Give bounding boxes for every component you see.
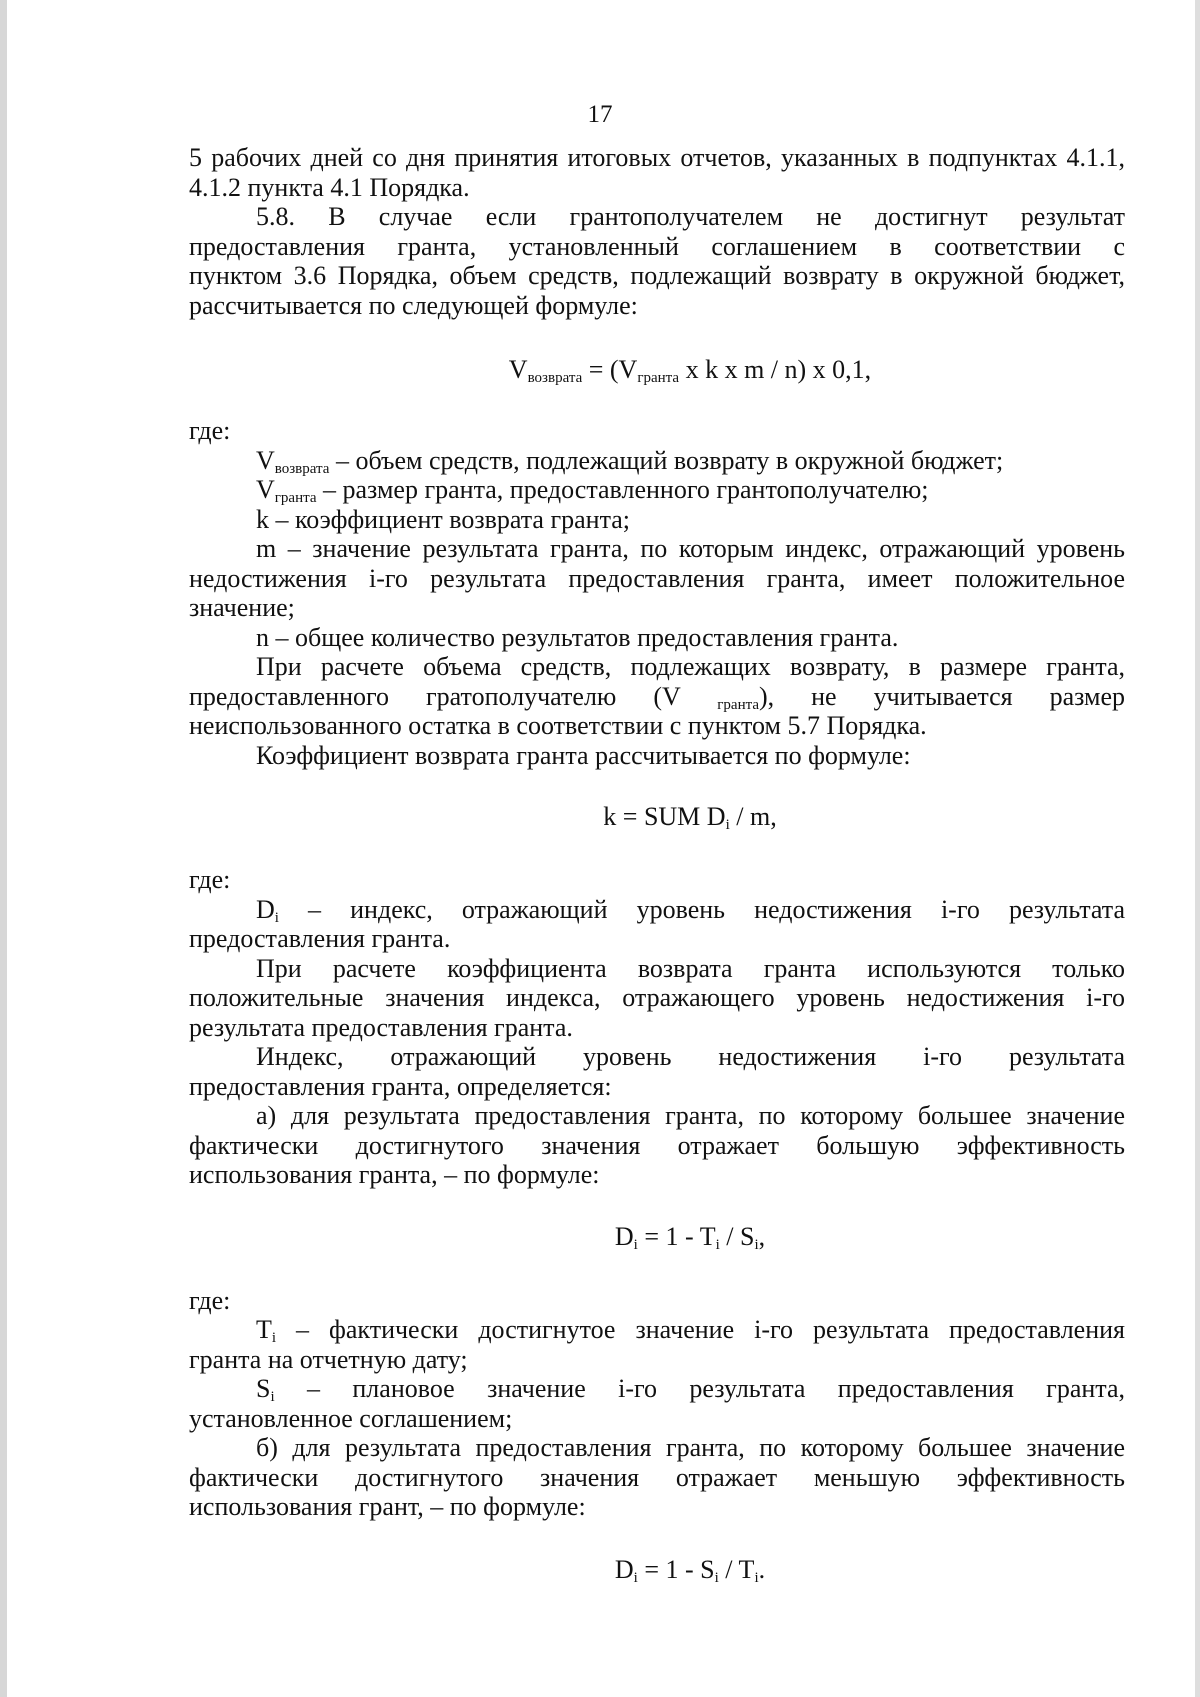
text-line: значение; [189,593,295,622]
subscript: возврата [274,460,330,477]
scan-edge-right [1195,0,1200,1697]
formula-part: / T [718,1554,755,1584]
subscript: i [754,1569,759,1586]
text-line: неиспользованного остатка в соответствии с пунктом 5.7 Порядка. [189,711,927,740]
text-line: использования грант, – по формуле: [189,1492,586,1521]
text-part: предоставленного гратополучателю (V [189,681,718,711]
symbol: D [614,1554,634,1584]
text-line: предоставления гранта, установленный соглашением в соответствии с [189,231,1125,261]
subscript: гранта [637,370,680,386]
text-line: предоставления гранта. [189,924,451,953]
formula-part: / S [719,1221,755,1251]
formula-di-a [189,1222,1125,1252]
where-label: где: [189,416,231,445]
definition-ti [189,1315,1125,1345]
subscript: i [715,1236,720,1253]
subscript: i [633,1236,638,1253]
text-line: а) для результата предоставления гранта, по которому большее значение [256,1101,1125,1130]
subscript: гранта [274,490,317,506]
subscript: i [271,1330,277,1346]
scan-edge-left [0,0,7,1697]
text-line: рассчитывается по следующей формуле: [189,290,638,320]
text-line: результата предоставления гранта. [189,1012,573,1042]
page-number: 17 [587,101,613,128]
formula-di-b [189,1555,1125,1585]
definition-si [189,1374,1125,1404]
formula-part: = 1 - T [637,1221,716,1251]
definition-k: k – коэффициент возврата гранта; [256,504,631,534]
text-line: предоставления гранта, определяется: [189,1071,612,1101]
definition-text: – индекс, отражающий уровень недостижения i-го результата [278,894,1125,924]
subscript: i [274,909,279,926]
text-line: фактически достигнутого значения отражает меньшую эффективность [189,1462,1125,1492]
subscript: i [754,1236,759,1253]
formula-part: = 1 - S [637,1554,715,1584]
symbol: V [508,355,528,384]
text-part: ), не учитывается размер [759,681,1125,711]
text-line: При расчете объема средств, подлежащих возврату, в размере гранта, [256,652,1125,681]
formula-part: = (V [582,355,638,384]
symbol: V [256,445,275,475]
subscript: i [270,1389,275,1405]
text-line: недостижения i-го результата предоставления гранта, имеет положительное [189,563,1125,593]
symbol: T [256,1315,272,1344]
text-line: Индекс, отражающий уровень недостижения i-го результата [256,1042,1125,1071]
definition-di [189,895,1125,925]
formula-part: k = SUM D [603,802,726,831]
subscript: i [633,1569,638,1586]
formula-part: / m, [729,802,777,831]
formula-part: . [758,1554,766,1584]
text-line: использования гранта, – по формуле: [189,1160,600,1189]
text-line: пунктом 3.6 Порядка, объем средств, подлежащий возврату в окружной бюджет, [189,261,1125,290]
definition-v-return [189,446,1125,476]
text-line: положительные значения индекса, отражающего уровень недостижения i-го [189,983,1125,1012]
subscript: i [714,1569,719,1586]
definition-text: – размер гранта, предоставленного грантополучателю; [316,475,929,504]
definition-text: – фактически достигнутое значение i-го результата предоставления [276,1315,1125,1344]
definition-n: n – общее количество результатов предоставления гранта. [256,622,899,652]
text-line: 5 рабочих дней со дня принятия итоговых отчетов, указанных в подпунктах 4.1.1, [189,143,1125,172]
symbol: S [256,1374,271,1403]
formula-part: x k x m / n) x 0,1, [679,355,872,384]
formula-v-return [189,355,1125,385]
text-line: 4.1.2 пункта 4.1 Порядка. [189,172,470,202]
symbol: D [614,1221,634,1251]
subscript: гранта [717,696,760,713]
definition-text: – плановое значение i-го результата предоставления гранта, [274,1374,1125,1403]
text-line: установленное соглашением; [189,1403,513,1433]
where-label: где: [189,865,231,894]
text-line: фактически достигнутого значения отражает большую эффективность [189,1130,1125,1160]
definition-v-grant [189,475,1125,505]
symbol: D [256,894,275,924]
text-line: При расчете коэффициента возврата гранта используются только [256,953,1125,983]
definition-text: – объем средств, подлежащий возврату в окружной бюджет; [329,445,1004,475]
text-line: 5.8. В случае если грантополучателем не достигнут результат [256,202,1125,231]
text-line: m – значение результата гранта, по которым индекс, отражающий уровень [256,534,1125,563]
subscript: i [725,817,730,833]
formula-part: , [758,1221,766,1251]
text-line [189,682,1125,712]
symbol: V [256,475,275,504]
text-line: б) для результата предоставления гранта, по которому большее значение [256,1433,1125,1462]
document-body [189,143,1125,1585]
text-line: Коэффициент возврата гранта рассчитывается по формуле: [256,740,911,770]
text-line: гранта на отчетную дату; [189,1344,468,1374]
formula-k [189,802,1125,832]
subscript: возврата [527,370,583,386]
where-label: где: [189,1285,231,1315]
